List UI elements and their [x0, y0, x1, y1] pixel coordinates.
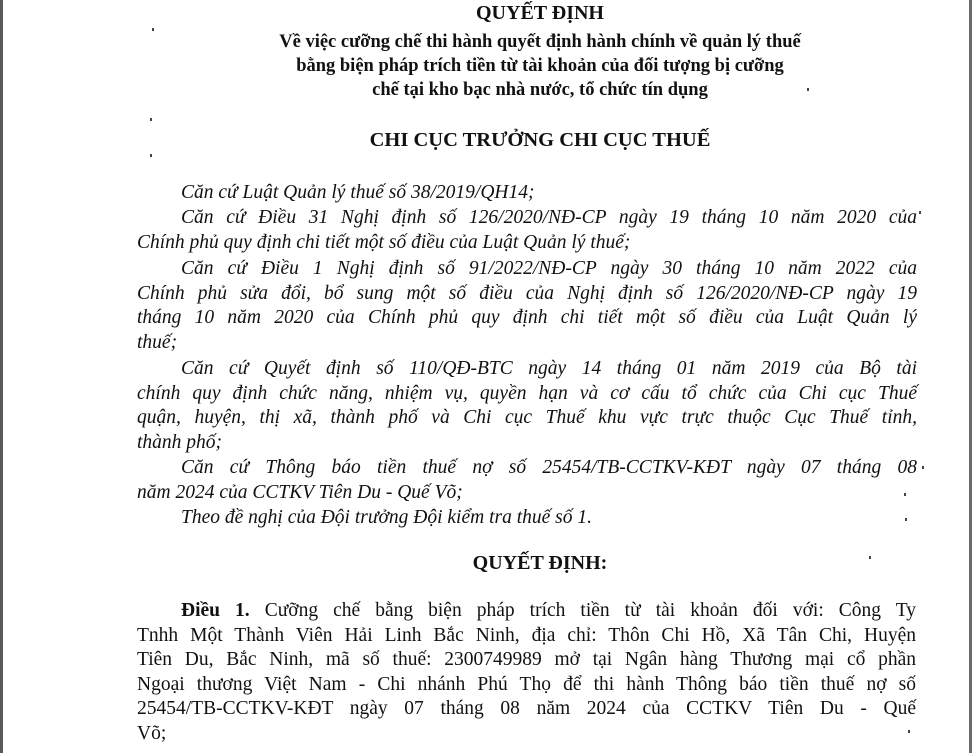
scan-speck [919, 211, 921, 214]
legal-basis-line: Căn cứ Luật Quản lý thuế số 38/2019/QH14; [181, 182, 535, 203]
legal-basis-line: Chính phủ sửa đổi, bổ sung một số điều của Nghị định số 126/2020/NĐ-CP ngày 19 [137, 282, 917, 304]
legal-basis [137, 206, 917, 255]
scan-speck [150, 118, 152, 121]
scan-speck [807, 88, 809, 91]
legal-basis-line: chính quy định chức năng, nhiệm vụ, quyền hạn và cơ cấu tổ chức của Chi cục Thuế [137, 382, 917, 404]
legal-basis [137, 181, 917, 206]
legal-basis-line: thành phố; [137, 431, 223, 453]
article-1-line: Tiên Du, Bắc Ninh, mã số thuế: 2300749989 mở tại Ngân hàng Thương mại cổ phần [137, 649, 916, 670]
legal-basis-line: năm 2024 của CCTKV Tiên Du - Quế Võ; [137, 481, 463, 503]
scan-speck [922, 466, 924, 469]
subtitle-line: Về việc cưỡng chế thi hành quyết định hành chính về quản lý thuế [279, 32, 801, 52]
legal-basis-line: Chính phủ quy định chi tiết một số điều của Luật Quản lý thuế; [137, 231, 631, 253]
legal-basis [137, 257, 917, 355]
legal-basis-line: quận, huyện, thị xã, thành phố và Chi cục Thuế khu vực trực thuộc Cục Thuế tỉnh, [137, 407, 917, 428]
legal-basis-line: Theo đề nghị của Đội trưởng Đội kiểm tra thuế số 1. [181, 507, 593, 528]
article-1 [137, 599, 916, 746]
article-1-text: Cưỡng chế bằng biện pháp trích tiền từ tài khoản đối với: Công Ty [264, 600, 916, 621]
decision-heading: QUYẾT ĐỊNH: [472, 552, 608, 574]
subtitle-line: chế tại kho bạc nhà nước, tổ chức tín dụng [372, 80, 708, 100]
issuing-authority: CHI CỤC TRƯỞNG CHI CỤC THUẾ [369, 129, 711, 151]
document-title: QUYẾT ĐỊNH [476, 2, 604, 24]
scan-speck [904, 493, 906, 496]
article-1-label: Điều 1. [181, 600, 250, 621]
page-edge-left [0, 0, 3, 753]
legal-basis-line: Căn cứ Quyết định số 110/QĐ-BTC ngày 14 tháng 01 năm 2019 của Bộ tài [181, 358, 917, 379]
article-1-line: 25454/TB-CCTKV-KĐT ngày 07 tháng 08 năm 2024 của CCTKV Tiên Du - Quế [137, 698, 916, 719]
legal-basis-line: Căn cứ Điều 1 Nghị định số 91/2022/NĐ-CP ngày 30 tháng 10 năm 2022 của [181, 258, 917, 279]
article-1-line [137, 599, 916, 624]
scan-speck [908, 730, 910, 733]
scan-speck [152, 28, 154, 31]
legal-basis-line: Căn cứ Điều 31 Nghị định số 126/2020/NĐ-CP ngày 19 tháng 10 năm 2020 của [181, 207, 917, 228]
scan-speck [869, 556, 871, 559]
scan-speck [150, 154, 152, 157]
article-1-line: Tnhh Một Thành Viên Hải Linh Bắc Ninh, địa chỉ: Thôn Chi Hồ, Xã Tân Chi, Huyện [137, 624, 916, 646]
legal-basis-line: thuế; [137, 331, 178, 353]
legal-basis [137, 456, 917, 505]
article-1-line: Ngoại thương Việt Nam - Chi nhánh Phú Thọ để thi hành Thông báo tiền thuế nợ số [137, 673, 916, 695]
legal-basis-line: tháng 10 năm 2020 của Chính phủ quy định chi tiết một số điều của Luật Quản lý [137, 307, 917, 328]
legal-basis [137, 506, 917, 531]
scan-speck [905, 518, 907, 521]
article-1-line: Võ; [137, 722, 167, 744]
legal-basis [137, 357, 917, 455]
legal-basis-line: Căn cứ Thông báo tiền thuế nợ số 25454/TB-CCTKV-KĐT ngày 07 tháng 08 [181, 457, 917, 478]
subtitle-line: bằng biện pháp trích tiền từ tài khoản của đối tượng bị cưỡng [296, 56, 784, 76]
